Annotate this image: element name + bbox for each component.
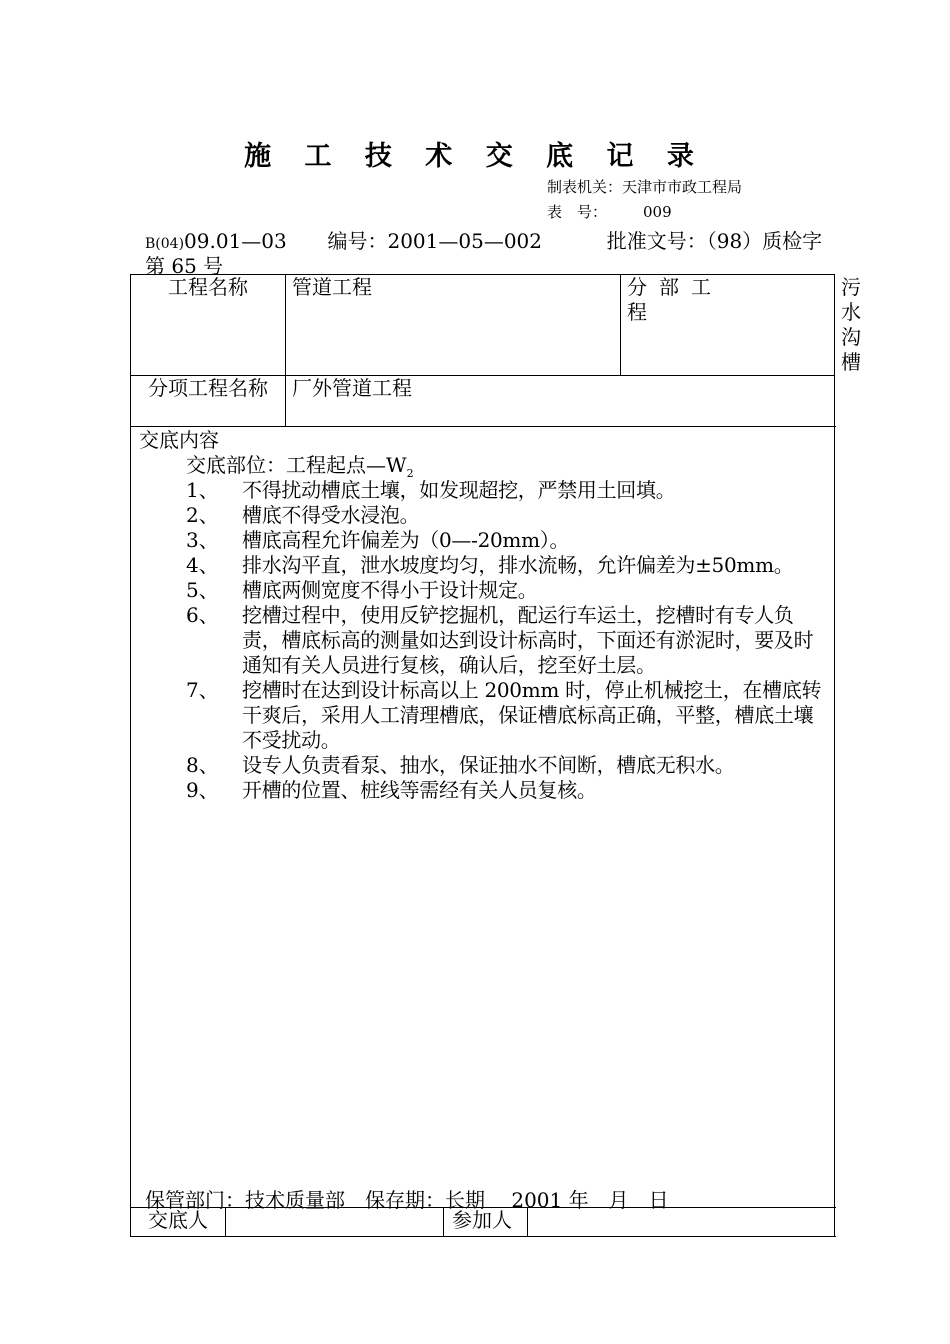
item-text: 排水沟平直，泄水坡度均匀，排水流畅，允许偏差为±50mm。: [242, 553, 794, 577]
item-text: 不得扰动槽底土壤，如发现超挖，严禁用土回填。: [242, 478, 676, 502]
approval-number: 批准文号：（98）质检字: [606, 229, 823, 253]
item-text: 设专人负责看泵、抽水，保证抽水不间断，槽底无积水。: [242, 753, 735, 777]
subitem-value: 厂外管道工程: [286, 376, 835, 427]
record-table: 工程名称 管道工程 分 部 工 程 污水沟槽 分项工程名称 厂外管道工程 交底内容 交底部位：工程起点$—W_2$ 1、 不得扰动槽底土壤，如发现超挖，严禁用土回填。 2、 槽底不得受水浸泡。 3、 槽底高程允许偏差为（0—-20mm）。 4、 排水沟平直，泄水坡度均匀，排水流畅，允许偏差为±50mm。 5、 槽底两侧宽度不得小于设计规定。 6、 挖槽过程中，使用反铲挖掘机，配运行车运土，挖槽时有专人负责，槽底标高的测量如达到设计标高时，下面还有淤泥时，要及时通知有关人员进行复核，确认后，挖至好土层。 7、 挖槽时在达到设计标高以上 200mm 时，停止机械挖土，在槽底转干爽后，采用人工清理槽底，保证槽底标高正确，平整，槽底土壤不受扰动。 8、 设专人负责看泵、抽水，保证抽水不间断，槽底无积水。 9、 开槽的位置、桩线等需经有关人员复核。 交底人 参加人: [130, 274, 835, 1237]
handover-part: 交底部位：工程起点$—W_2$: [186, 453, 414, 480]
item-number: 6、: [186, 603, 219, 627]
item-number: 4、: [186, 553, 219, 577]
division-label: 分 部 工 程: [621, 275, 835, 376]
participant-label: 参加人: [444, 1208, 528, 1237]
code-prefix: B(04): [145, 236, 185, 252]
presenter-label: 交底人: [131, 1208, 226, 1237]
item-number: 8、: [186, 753, 219, 777]
project-name-label: 工程名称: [131, 275, 286, 376]
content-section: [131, 427, 835, 1208]
item-number: 1、: [186, 478, 219, 502]
form-code: 09.01—03: [184, 229, 287, 253]
item-text: 槽底两侧宽度不得小于设计规定。: [242, 578, 538, 602]
item-text: 槽底不得受水浸泡。: [242, 503, 420, 527]
approval-number-continued: 第 65 号: [145, 254, 224, 278]
document-title: 施 工 技 术 交 底 记 录: [244, 141, 706, 172]
item-number: 9、: [186, 778, 219, 802]
item-number: 7、: [186, 678, 219, 702]
footer: 保管部门：技术质量部 保存期：长期 2001 年 月 日: [145, 1188, 669, 1212]
serial-number: 编号：2001—05—002: [327, 229, 542, 253]
document-meta-line: [145, 225, 822, 254]
part-subscript: 2: [406, 467, 414, 480]
content-label: 交底内容: [139, 428, 219, 452]
item-number: 5、: [186, 578, 219, 602]
project-name-value: 管道工程: [286, 275, 621, 376]
item-number: 2、: [186, 503, 219, 527]
form-number: [547, 201, 672, 222]
form-number-label: 表 号：: [547, 203, 608, 221]
item-text: 挖槽时在达到设计标高以上 200mm 时，停止机械挖土，在槽底转干爽后，采用人工清理槽底，保证槽底标高正确，平整，槽底土壤不受扰动。: [242, 678, 822, 752]
item-number: 3、: [186, 528, 219, 552]
issuer: 制表机关：天津市市政工程局: [547, 178, 743, 196]
form-number-value: 009: [643, 203, 672, 221]
subitem-label: 分项工程名称: [131, 376, 286, 427]
item-text: 开槽的位置、桩线等需经有关人员复核。: [242, 778, 597, 802]
item-text: 挖槽过程中，使用反铲挖掘机，配运行车运土，挖槽时有专人负责，槽底标高的测量如达到设计标高时，下面还有淤泥时，要及时通知有关人员进行复核，确认后，挖至好土层。: [242, 603, 814, 677]
item-text: 槽底高程允许偏差为（0—-20mm）。: [242, 528, 570, 552]
